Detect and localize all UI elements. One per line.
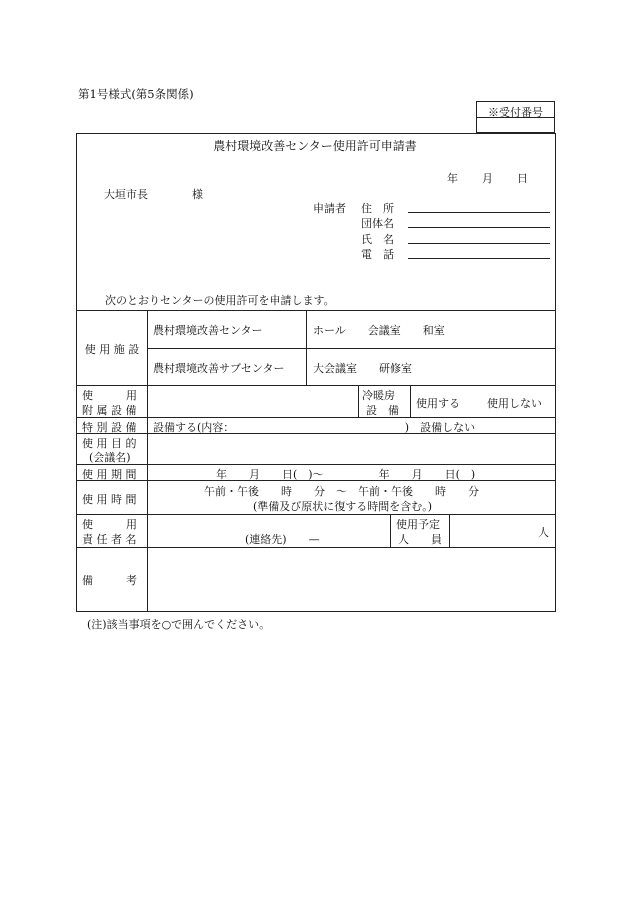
facility-room-rule [306, 310, 307, 385]
organization-label: 団体名 [361, 217, 394, 230]
remarks-label: 備 考 [82, 574, 137, 587]
name-label: 氏 名 [361, 233, 394, 246]
address-label: 住 所 [361, 202, 394, 215]
expected-right-rule [449, 514, 450, 547]
table-top-rule [76, 310, 556, 311]
aircon-left-rule [358, 385, 359, 417]
expected-label-1: 使用予定 [396, 518, 440, 531]
facility-1-name[interactable]: 農村環境改善センター [153, 324, 263, 337]
special-value[interactable]: 設備する(内容： ) 設備しない [153, 421, 476, 434]
purpose-label-2: (会議名) [89, 451, 131, 464]
label-column-rule [147, 310, 148, 612]
equipment-row-rule [76, 385, 556, 386]
facility-divider [147, 348, 556, 349]
time-label: 使 用 時 間 [82, 493, 137, 506]
purpose-label-1: 使 用 目 的 [82, 437, 137, 450]
organization-line[interactable] [408, 227, 550, 228]
phone-line[interactable] [408, 258, 550, 259]
special-label: 特 別 設 備 [82, 421, 137, 434]
date-field [447, 170, 528, 186]
facility-2-rooms[interactable]: 大会議室 研修室 [313, 362, 412, 375]
footnote: (注)該当事項を○で囲んでください。 [87, 618, 271, 631]
remarks-row-rule [76, 547, 556, 548]
aircon-right-rule [410, 385, 411, 417]
phone-label: 電 話 [361, 248, 394, 261]
applicant-title: 申請者 [313, 202, 346, 215]
period-row-rule [76, 464, 556, 465]
date-year: 年 [447, 172, 458, 185]
expected-left-rule [390, 514, 391, 547]
period-value[interactable]: 年 月 日( )～ 年 月 日( ) [216, 468, 476, 481]
facility-2-name[interactable]: 農村環境改善サブセンター [153, 362, 285, 375]
facility-1-rooms[interactable]: ホール 会議室 和室 [313, 324, 445, 337]
equipment-label-1: 使 用 [82, 389, 137, 402]
aircon-use-option[interactable]: 使用する [416, 397, 460, 410]
form-title: 農村環境改善センター使用許可申請書 [213, 139, 417, 153]
time-note: (準備及び原状に復する時間を含む。) [253, 500, 433, 513]
intro-text: 次のとおりセンターの使用許可を申請します。 [105, 294, 335, 307]
manager-row-rule [76, 514, 556, 515]
special-row-rule [76, 417, 556, 418]
time-value[interactable]: 午前・午後 時 分 ～ 午前・午後 時 分 [204, 485, 479, 498]
address-line[interactable] [408, 212, 550, 213]
facility-label: 使 用 施 設 [84, 343, 140, 356]
date-month: 月 [482, 172, 493, 185]
aircon-label-2: 設 備 [366, 404, 399, 417]
receipt-number-label: ※受付番号 [488, 106, 543, 119]
receipt-divider [477, 117, 554, 118]
addressee: 大垣市長 様 [104, 188, 203, 201]
name-line[interactable] [408, 243, 550, 244]
expected-label-2: 人 員 [398, 533, 442, 546]
manager-label-1: 使 用 [82, 518, 137, 531]
aircon-nouse-option[interactable]: 使用しない [487, 397, 542, 410]
receipt-number-box [476, 101, 555, 133]
date-day: 日 [517, 172, 528, 185]
contact-field[interactable]: (連絡先) — [245, 533, 320, 546]
period-label: 使 用 期 間 [82, 468, 137, 481]
expected-unit: 人 [538, 526, 549, 539]
equipment-label-2: 附 属 設 備 [82, 404, 137, 417]
manager-label-2: 責 任 者 名 [82, 533, 137, 546]
form-number: 第1号様式(第5条関係) [78, 87, 194, 101]
aircon-label-1: 冷暖房 [362, 389, 395, 402]
